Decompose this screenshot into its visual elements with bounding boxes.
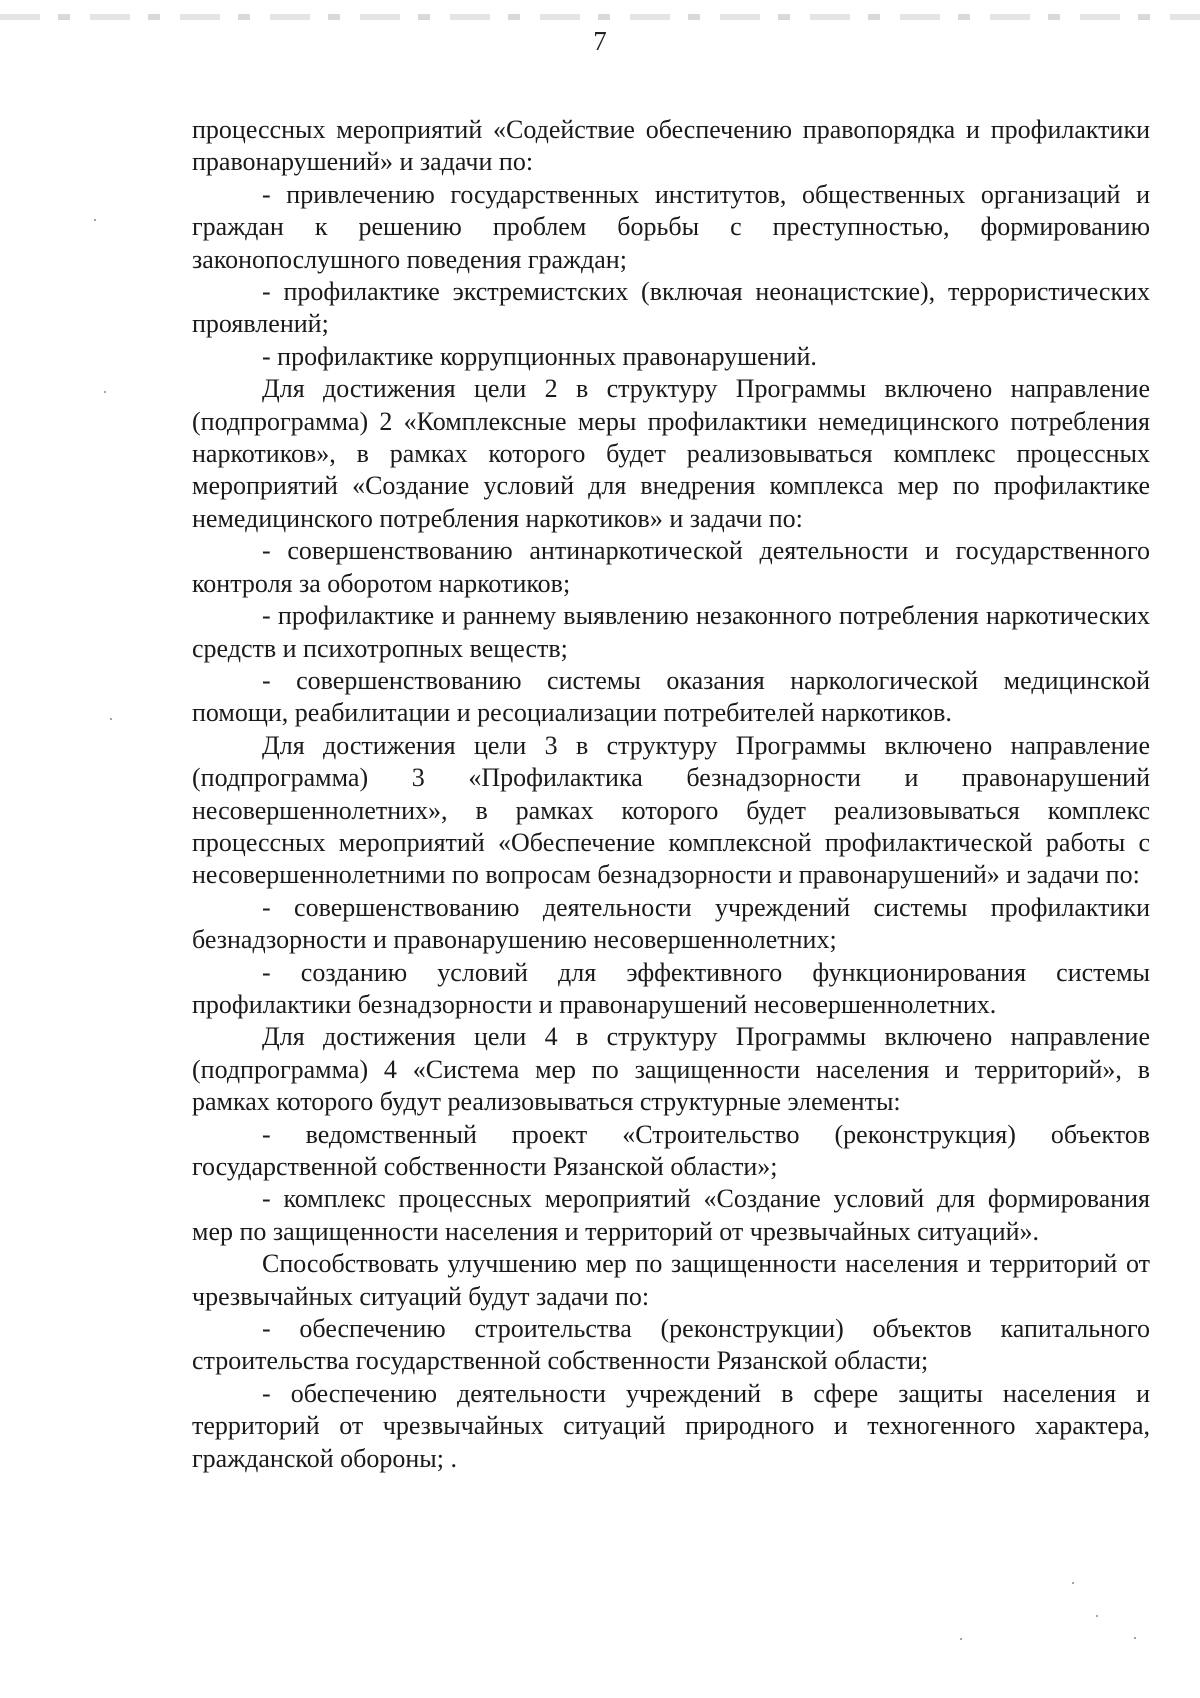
paragraph: - обеспечению деятельности учреждений в сфере защиты населения и территорий от чрезвычайных ситуаций природного и техногенного характера, гражданской обороны; . xyxy=(192,1378,1150,1473)
paragraph: процессных мероприятий «Содействие обеспечению правопорядка и профилактики правонарушений» и задачи по: xyxy=(192,115,1150,177)
paragraph: - совершенствованию антинаркотической деятельности и государственного контроля за оборотом наркотиков; xyxy=(192,536,1150,598)
scan-speck xyxy=(1096,1615,1098,1617)
paragraph: - ведомственный проект «Строительство (реконструкция) объектов государственной собственности Рязанской области»; xyxy=(192,1119,1150,1181)
scan-speck xyxy=(104,391,106,393)
paragraph: - комплекс процессных мероприятий «Создание условий для формирования мер по защищенности населения и территорий от чрезвычайных ситуаций». xyxy=(192,1184,1150,1246)
paragraph: - совершенствованию системы оказания наркологической медицинской помощи, реабилитации и ресоциализации потребителей наркотиков. xyxy=(192,665,1150,728)
body-text xyxy=(192,114,1150,1475)
paragraph: - профилактике экстремистских (включая неонацистские), террористических проявлений; xyxy=(192,277,1150,339)
scan-speck xyxy=(110,718,112,720)
scan-speck xyxy=(1134,1637,1136,1639)
scan-speck xyxy=(94,219,96,221)
paragraph: - профилактике коррупционных правонарушений. xyxy=(262,341,817,371)
paragraph: - привлечению государственных институтов, общественных организаций и граждан к решению проблем борьбы с преступностью, формированию законопослушного поведения граждан; xyxy=(192,179,1150,274)
paragraph: Способствовать улучшению мер по защищенности населения и территорий от чрезвычайных ситуаций будут задачи по: xyxy=(192,1249,1150,1311)
paragraph: - совершенствованию деятельности учреждений системы профилактики безнадзорности и правонарушению несовершеннолетних; xyxy=(192,892,1150,955)
paragraph: - созданию условий для эффективного функционирования системы профилактики безнадзорности и правонарушений несовершеннолетних. xyxy=(192,957,1150,1019)
paragraph: Для достижения цели 3 в структуру Программы включено направление (подпрограмма) 3 «Профилактика безнадзорности и правонарушений несовершеннолетних», в рамках которого будет реализовываться комплекс процессных мероприятий «Обеспечение комплексной профилактической работы с несовершеннолетними по вопросам безнадзорности и правонарушений» и задачи по: xyxy=(192,730,1150,890)
paragraph: - профилактике и раннему выявлению незаконного потребления наркотических средств и психотропных веществ; xyxy=(192,601,1150,663)
scan-speck xyxy=(960,1638,962,1640)
page-number: 7 xyxy=(593,26,607,56)
paragraph: Для достижения цели 4 в структуру Программы включено направление (подпрограмма) 4 «Система мер по защищенности населения и территорий», в рамках которого будут реализовываться структурные элементы: xyxy=(192,1022,1150,1117)
scan-edge-artifact xyxy=(0,14,1200,20)
scan-speck xyxy=(1072,1582,1074,1584)
paragraph: Для достижения цели 2 в структуру Программы включено направление (подпрограмма) 2 «Комплексные меры профилактики немедицинского потребления наркотиков», в рамках которого будет реализовываться комплекс процессных мероприятий «Создание условий для внедрения комплекса мер по профилактике немедицинского потребления наркотиков» и задачи по: xyxy=(192,374,1150,533)
paragraph: - обеспечению строительства (реконструкции) объектов капитального строительства государственной собственности Рязанской области; xyxy=(192,1314,1150,1376)
